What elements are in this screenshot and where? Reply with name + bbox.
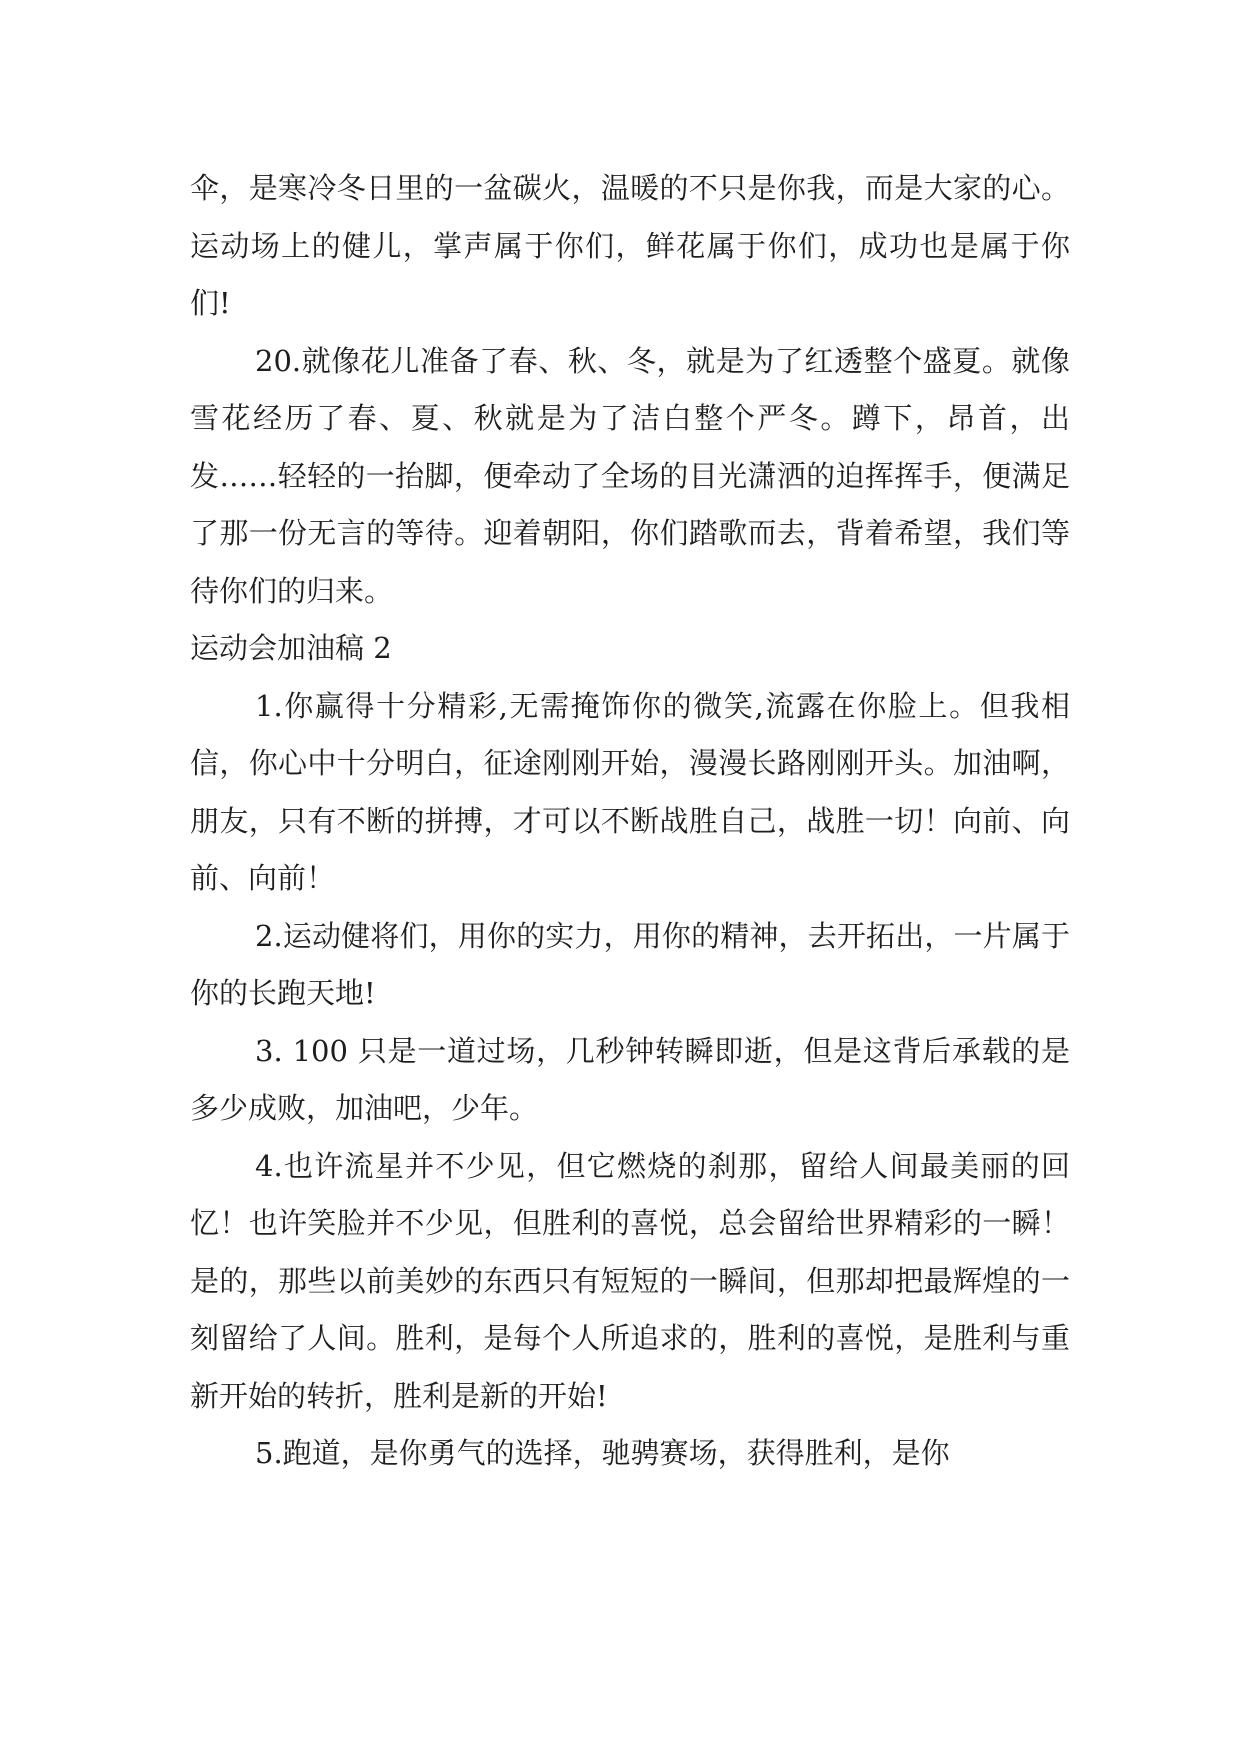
paragraph-20: 20.就像花儿准备了春、秋、冬，就是为了红透整个盛夏。就像雪花经历了春、夏、秋就是为了洁白整个严冬。蹲下，昂首，出发……轻轻的一抬脚，便牵动了全场的目光潇洒的迫挥挥手，便满足了那一份无言的等待。迎着朝阳，你们踏歌而去，背着希望，我们等待你们的归来。	[190, 343, 1070, 608]
paragraph-continuation: 伞，是寒冷冬日里的一盆碳火，温暖的不只是你我，而是大家的心。运动场上的健儿，掌声属于你们，鲜花属于你们，成功也是属于你们!	[190, 171, 1070, 320]
paragraph-5: 5.跑道，是你勇气的选择，驰骋赛场，获得胜利，是你	[255, 1436, 950, 1470]
paragraph-2: 2.运动健将们，用你的实力，用你的精神，去开拓出，一片属于你的长跑天地!	[190, 918, 1070, 1010]
section-heading: 运动会加油稿 2	[190, 631, 392, 665]
paragraph-4: 4.也许流星并不少见，但它燃烧的刹那，留给人间最美丽的回忆！也许笑脸并不少见，但胜利的喜悦，总会留给世界精彩的一瞬！是的，那些以前美妙的东西只有短短的一瞬间，但那却把最辉煌的一刻留给了人间。胜利，是每个人所追求的，胜利的喜悦，是胜利与重新开始的转折，胜利是新的开始!	[190, 1148, 1070, 1413]
document-body	[190, 160, 1070, 1483]
paragraph-3: 3. 100 只是一道过场，几秒钟转瞬即逝，但是这背后承载的是多少成败，加油吧，少年。	[190, 1033, 1070, 1125]
paragraph-1: 1.你赢得十分精彩,无需掩饰你的微笑,流露在你脸上。但我相信，你心中十分明白，征途刚刚开始，漫漫长路刚刚开头。加油啊，朋友，只有不断的拼搏，才可以不断战胜自己，战胜一切！向前、向前、向前！	[190, 688, 1070, 895]
